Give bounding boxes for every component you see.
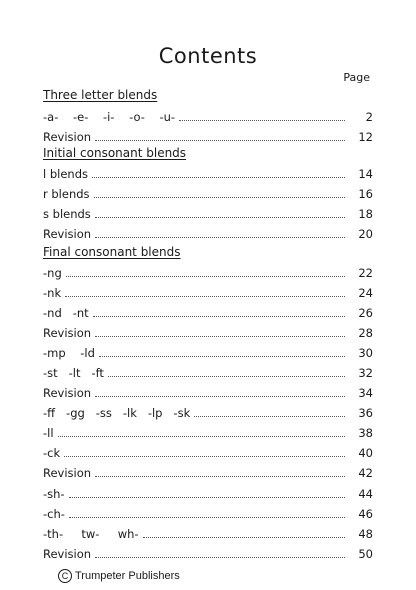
toc-entry-page: 44	[358, 487, 373, 501]
toc-entry-label: Revision	[43, 547, 92, 561]
toc-entry[interactable]	[43, 226, 373, 242]
section-heading: Initial consonant blends	[43, 146, 187, 160]
toc-entry-page: 50	[358, 547, 373, 561]
toc-entry-page: 46	[358, 507, 373, 521]
toc-entry[interactable]	[43, 186, 373, 202]
toc-entry[interactable]	[43, 345, 373, 361]
dot-leader	[95, 217, 345, 218]
toc-entry-label: -nk	[43, 286, 62, 300]
toc-entry-page: 18	[358, 207, 373, 221]
toc-entry-page: 12	[358, 130, 373, 144]
toc-entry-label: -ng	[43, 266, 62, 280]
dot-leader	[65, 296, 345, 297]
toc-entry-page: 48	[358, 527, 373, 541]
toc-entry[interactable]	[43, 445, 373, 461]
toc-entry-label: s blends	[43, 207, 91, 221]
toc-entry[interactable]	[43, 465, 373, 481]
toc-entry-page: 34	[358, 386, 373, 400]
toc-entry[interactable]	[43, 305, 373, 321]
dot-leader	[94, 197, 345, 198]
toc-entry-label: -st -lt -ft	[43, 366, 104, 380]
toc-entry-label: -mp -ld	[43, 346, 95, 360]
dot-leader	[95, 237, 345, 238]
toc-entry-label: -ck	[43, 446, 61, 460]
footer	[58, 569, 180, 583]
dot-leader	[58, 436, 345, 437]
dot-leader	[108, 376, 345, 377]
toc-entry[interactable]	[43, 265, 373, 281]
page-title: Contents	[158, 44, 258, 68]
dot-leader	[194, 416, 345, 417]
dot-leader	[64, 456, 345, 457]
toc-entry-label: -ch-	[43, 507, 65, 521]
dot-leader	[179, 120, 345, 121]
toc-entry[interactable]	[43, 166, 373, 182]
toc-entry-page: 30	[358, 346, 373, 360]
dot-leader	[95, 396, 345, 397]
publisher-name: Trumpeter Publishers	[75, 570, 180, 582]
toc-entry[interactable]	[43, 285, 373, 301]
copyright-icon: C	[58, 569, 72, 583]
section-heading: Final consonant blends	[43, 245, 181, 259]
toc-entry-label: -nd -nt	[43, 306, 89, 320]
section-heading: Three letter blends	[43, 88, 158, 102]
toc-entry-page: 32	[358, 366, 373, 380]
toc-entry-label: Revision	[43, 466, 92, 480]
toc-entry[interactable]	[43, 365, 373, 381]
toc-entry-page: 42	[358, 466, 373, 480]
dot-leader	[95, 140, 345, 141]
toc-entry[interactable]	[43, 506, 373, 522]
toc-entry-label: r blends	[43, 187, 90, 201]
toc-entry-page: 16	[358, 187, 373, 201]
toc-entry-page: 36	[358, 406, 373, 420]
toc-entry-page: 28	[358, 326, 373, 340]
dot-leader	[93, 316, 345, 317]
toc-entry[interactable]	[43, 129, 373, 145]
dot-leader	[69, 497, 345, 498]
toc-entry-page: 40	[358, 446, 373, 460]
toc-entry-page: 26	[358, 306, 373, 320]
toc-entry-label: -ll	[43, 426, 54, 440]
toc-entry-label: -a- -e- -i- -o- -u-	[43, 110, 176, 124]
toc-entry-label: -sh-	[43, 487, 65, 501]
dot-leader	[99, 356, 345, 357]
toc-entry-page: 20	[358, 227, 373, 241]
toc-entry[interactable]	[43, 425, 373, 441]
toc-entry-page: 24	[358, 286, 373, 300]
toc-entry[interactable]	[43, 405, 373, 421]
dot-leader	[95, 476, 345, 477]
toc-entry[interactable]	[43, 206, 373, 222]
page-column-header: Page	[343, 71, 370, 84]
toc-entry-label: -ff -gg -ss -lk -lp -sk	[43, 406, 191, 420]
toc-entry-label: l blends	[43, 167, 89, 181]
toc-entry-label: Revision	[43, 130, 92, 144]
toc-entry-page: 14	[358, 167, 373, 181]
toc-entry[interactable]	[43, 385, 373, 401]
dot-leader	[66, 276, 345, 277]
toc-entry-page: 38	[358, 426, 373, 440]
toc-entry-label: Revision	[43, 227, 92, 241]
toc-entry-label: Revision	[43, 326, 92, 340]
toc-entry-page: 22	[358, 266, 373, 280]
dot-leader	[69, 517, 345, 518]
dot-leader	[143, 537, 345, 538]
toc-entry[interactable]	[43, 486, 373, 502]
dot-leader	[92, 177, 345, 178]
dot-leader	[95, 336, 345, 337]
toc-entry[interactable]	[43, 546, 373, 562]
toc-entry-label: Revision	[43, 386, 92, 400]
toc-entry[interactable]	[43, 526, 373, 542]
toc-entry[interactable]	[43, 325, 373, 341]
toc-entry-page: 2	[365, 110, 373, 124]
toc-entry[interactable]	[43, 109, 373, 125]
toc-entry-label: -th- tw- wh-	[43, 527, 139, 541]
dot-leader	[95, 557, 345, 558]
